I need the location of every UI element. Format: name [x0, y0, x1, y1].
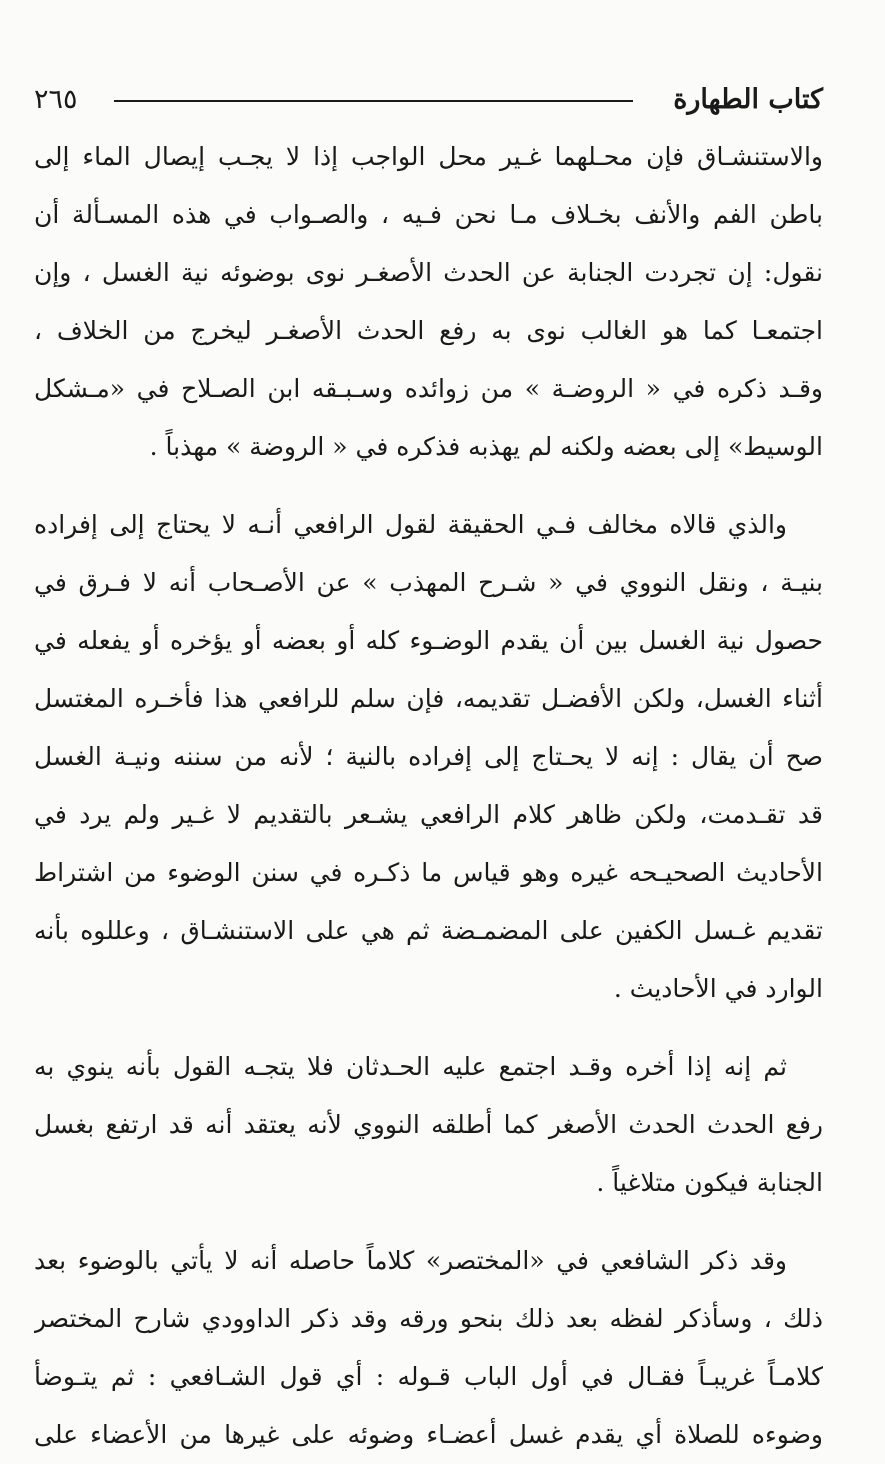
- text-line: والذي قالاه مخالف فـي الحقيقة لقول الرافعي أنـه لا يحتاج إلى إفراده: [34, 510, 787, 539]
- text-line: بنيـة ، ونقل النووي في « شـرح المهذب » عن الأصـحاب أنه لا فـرق في: [34, 568, 823, 597]
- text-line: حصول نية الغسل بين أن يقدم الوضـوء كله أو بعضه أو يؤخره أو يفعله في: [34, 626, 823, 655]
- text-line: وقـد ذكره في « الروضـة » من زوائده وسـبـقه ابن الصـلاح في «مـشكل: [34, 374, 823, 403]
- page-number: ٢٦٥: [34, 84, 78, 115]
- text-line: الأحاديث الصحيـحه غيره وهو قياس ما ذكـره في سنن الوضوء من اشتراط: [34, 858, 823, 887]
- text-line: وقد ذكر الشافعي في «المختصر» كلاماً حاصله أنه لا يأتي بالوضوء بعد: [34, 1246, 787, 1275]
- chapter-title: كتاب الطهارة: [673, 84, 823, 115]
- text-line: رفع الحدث الحدث الأصغر كما أطلقه النووي لأنه يعتقد أنه قد ارتفع بغسل: [34, 1110, 823, 1139]
- body-text: [34, 128, 823, 1464]
- text-line: وضوءه للصلاة أي يقدم غسل أعضـاء وضوئه على غيرها من الأعضاء على: [34, 1420, 823, 1449]
- paragraph: [34, 1038, 823, 1212]
- header-rule: [114, 100, 633, 102]
- paragraph: [34, 496, 823, 1018]
- running-header: [34, 78, 823, 122]
- text-line: ثم إنه إذا أخره وقـد اجتمع عليه الحـدثان فلا يتجـه القول بأنه ينوي به: [34, 1052, 787, 1081]
- text-line: تقديم غـسل الكفين على المضمـضة ثم هي على الاستنشـاق ، وعللوه بأنه: [34, 916, 823, 945]
- paragraph: [34, 1232, 823, 1464]
- paragraph-gap: [34, 476, 823, 496]
- paragraph-gap: [34, 1018, 823, 1038]
- paragraph-gap: [34, 1212, 823, 1232]
- text-line: صح أن يقال : إنه لا يحـتاج إلى إفراده بالنية ؛ لأنه من سننه ونيـة الغسل: [34, 742, 823, 771]
- text-line: الجنابة فيكون متلاغياً .: [596, 1168, 823, 1197]
- text-line: باطن الفم والأنف بخـلاف مـا نحن فـيه ، والصـواب في هذه المسـألة أن: [34, 200, 823, 229]
- paragraph: [34, 128, 823, 476]
- text-line: كلامـاً غريبـاً فقـال في أول الباب قـوله : أي قول الشـافعي : ثم يتـوضأ: [34, 1362, 823, 1391]
- text-line: أثناء الغسل، ولكن الأفضـل تقديمه، فإن سلم للرافعي هذا فأخـره المغتسل: [34, 684, 823, 713]
- text-line: والاستنشـاق فإن محـلهما غـير محل الواجب إذا لا يجـب إيصال الماء إلى: [34, 142, 823, 171]
- text-line: الوارد في الأحاديث .: [613, 974, 823, 1003]
- text-line: نقول: إن تجردت الجنابة عن الحدث الأصغـر نوى بوضوئه نية الغسل ، وإن: [34, 258, 823, 287]
- text-line: الوسيط» إلى بعضه ولكنه لم يهذبه فذكره في « الروضة » مهذباً .: [149, 432, 823, 461]
- text-line: قد تقـدمت، ولكن ظاهر كلام الرافعي يشـعر بالتقديم لا غـير ولم يرد في: [34, 800, 823, 829]
- text-line: اجتمعـا كما هو الغالب نوى به رفع الحدث الأصغـر ليخرج من الخلاف ،: [34, 316, 823, 345]
- text-line: ذلك ، وسأذكر لفظه بعد ذلك بنحو ورقه وقد ذكر الداوودي شارح المختصر: [34, 1304, 823, 1333]
